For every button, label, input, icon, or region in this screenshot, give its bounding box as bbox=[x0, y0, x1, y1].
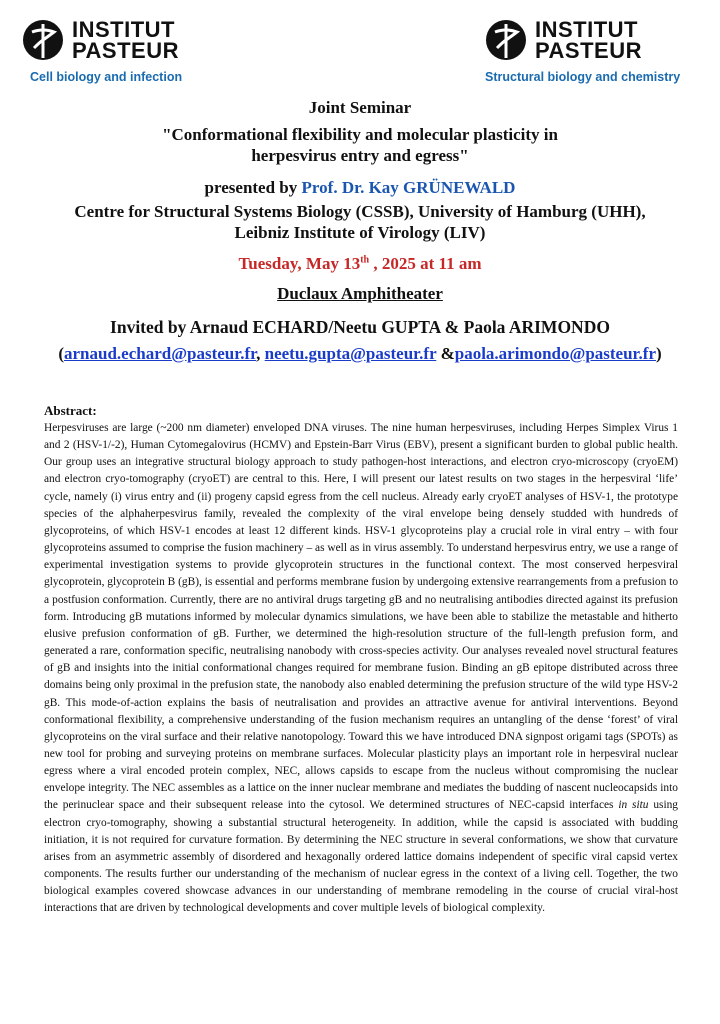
logo-line2: PASTEUR bbox=[535, 38, 642, 63]
email-link-gupta[interactable]: neetu.gupta@pasteur.fr bbox=[264, 344, 437, 363]
close-paren: ) bbox=[656, 344, 662, 363]
presenter-line bbox=[0, 178, 720, 198]
email-sep1: , bbox=[256, 344, 265, 363]
abstract-text bbox=[44, 420, 678, 918]
contact-emails bbox=[0, 344, 720, 364]
logo-wordmark bbox=[72, 19, 179, 61]
institut-pasteur-logo-right bbox=[485, 18, 680, 84]
open-paren: ( bbox=[58, 344, 64, 363]
invited-by: Invited by Arnaud ECHARD/Neetu GUPTA & Paola ARIMONDO bbox=[110, 317, 610, 337]
seminar-title bbox=[0, 124, 720, 166]
date-suffix: th bbox=[360, 254, 370, 266]
seminar-date bbox=[0, 254, 720, 274]
logo-subtitle-right: Structural biology and chemistry bbox=[485, 70, 681, 84]
logo-line1: INSTITUT bbox=[72, 17, 175, 42]
speaker-affiliation bbox=[0, 201, 720, 243]
seminar-title-line1: "Conformational flexibility and molecular plasticity in bbox=[162, 125, 558, 144]
seminar-venue: Duclaux Amphitheater bbox=[277, 284, 443, 303]
logo-line1: INSTITUT bbox=[535, 17, 638, 42]
abstract-section bbox=[44, 403, 678, 918]
email-link-echard[interactable]: arnaud.echard@pasteur.fr bbox=[64, 344, 257, 363]
affiliation-line2: Leibniz Institute of Virology (LIV) bbox=[234, 223, 486, 242]
abstract-text-part1: Herpesviruses are large (~200 nm diameter) enveloped DNA viruses. The nine human herpesviruses, including Herpes Simplex Virus 1 and 2 (HSV-1/-2), Human Cytomegalovirus (HCMV) and Epstein-Barr Virus (EBV), present a significant burden to global public health. Our group uses an integrative structural biology approach to study pathogen-host interactions, and electron cryo-microscopy (cryoEM) and electron cryo-tomography (cryoET) are central to this. Here, I will present our latest results on two stages in the herpesviral ‘life’ cycle, namely (i) virus entry and (ii) progeny capsid egress from the cell nucleus. Already early cryoET analyses of HSV-1, the prototype species of the alphaherpesvirus family, revealed the complexity of the viral envelope being densely studded with hundreds of glycoproteins, of which HSV-1 encodes at least 12 different kinds. HSV-1 glycoproteins play a crucial role in viral entry – with four glycoproteins assumed to comprise the fusion machinery – as well as in virus assembly. To understand herpesvirus entry, we use a range of experimental investigation systems to provide glycoprotein structures in the functional context. The most conserved herpesviral glycoprotein, glycoprotein B (gB), is essential and performs membrane fusion by undergoing extensive rearrangements from a prefusion to a postfusion conformation. Currently, there are no antiviral drugs targeting gB and no neutralising antibodies directed against its prefusion form. Introducing gB mutations informed by molecular dynamics simulations, we have been able to stabilize the metastable and hitherto elusive prefusion conformation of gB. Further, we determined the high-resolution structure of the full-length prefusion form, and generated a rare, conformation specific, neutralising nanobody with cross-species activity. Our analyses revealed novel structural features of gB and insights into the initial conformational changes required for membrane fusion. Binding an gB epitope distributed across three domains being only proximal in the prefusion state, the nanobody also enabled determining the prefusion structure of the wild type HSV-2 gB. This mode-of-action explains the basis of neutralisation and provides an attractive avenue for antiviral interventions. Beyond conformational flexibility, a comprehensive understanding of the fusion mechanism requires an untangling of the dense ‘forest’ of viral glycoproteins on the viral surface and their relative nanotopology. Toward this we have introduced DNA signpost origami tags (SPOTs) as new tool for probing and surveying proteins on membrane surfaces. Molecular plasticity plays an important role in herpesviral nuclear egress where a viral encoded protein complex, NEC, allows capsids to escape from the nucleus without compromising the nuclear envelope integrity. The NEC assembles as a lattice on the inner nuclear membrane and mediates the budding of nascent nucleocapsids into the perinuclear space and their subsequent release into the cytosol. We determined structures of NEC-capsid interfaces bbox=[44, 422, 679, 812]
institut-pasteur-logo-left bbox=[22, 18, 182, 84]
date-prefix: Tuesday, May 13 bbox=[238, 254, 361, 273]
pasteur-emblem-icon bbox=[22, 18, 64, 62]
abstract-text-part2: using electron cryo-tomography, showing a substantial structural heterogeneity. In addition, while the capsid is associated with budding initiation, it is not required for curvature formation. By determining the NEC structure in several conformations, we show that curvature arises from an asymmetric assembly of disordered and hexagonally ordered lattice domains independent of specific viral capsid vertex components. The results further our understanding of the mechanism of nuclear egress in the context of a living cell. Together, the two biological examples covered showcase advances in our understanding of membrane remodeling in the course of crucial viral-host interactions that are driven by technological developments and cover multiple levels of biological complexity. bbox=[44, 799, 678, 915]
abstract-italic-term: in situ bbox=[618, 799, 649, 812]
seminar-title-line2: herpesvirus entry and egress" bbox=[251, 146, 469, 165]
email-sep2: & bbox=[436, 344, 455, 363]
logo-line2: PASTEUR bbox=[72, 38, 179, 63]
presented-by-label: presented by bbox=[204, 178, 298, 197]
logo-subtitle-left: Cell biology and infection bbox=[30, 70, 183, 84]
email-link-arimondo[interactable]: paola.arimondo@pasteur.fr bbox=[454, 344, 656, 363]
pasteur-emblem-icon bbox=[485, 18, 527, 62]
event-type: Joint Seminar bbox=[308, 98, 412, 117]
date-rest: , 2025 at 11 am bbox=[373, 254, 482, 273]
affiliation-line1: Centre for Structural Systems Biology (CSSB), University of Hamburg (UHH), bbox=[74, 202, 646, 221]
speaker-name: Prof. Dr. Kay GRÜNEWALD bbox=[301, 178, 516, 197]
logo-wordmark bbox=[535, 19, 642, 61]
abstract-heading: Abstract: bbox=[44, 403, 97, 418]
